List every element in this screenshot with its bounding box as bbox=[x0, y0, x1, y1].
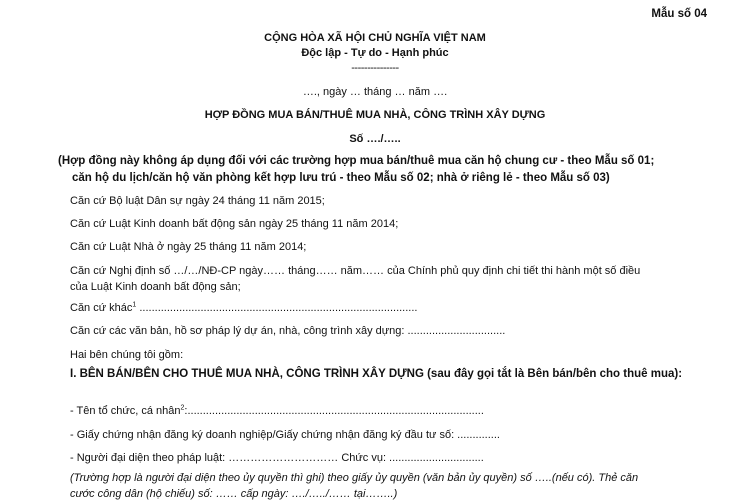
applicability-note bbox=[58, 153, 698, 187]
nation-heading: CỘNG HÒA XÃ HỘI CHỦ NGHĨA VIỆT NAM bbox=[264, 32, 486, 44]
basis-decree-line-1: Căn cứ Nghị định số …/…/NĐ-CP ngày…… tháng…… năm…… của Chính phủ quy định chi tiết thi hành một số điều bbox=[70, 265, 641, 277]
seller-business-cert: - Giấy chứng nhận đăng ký doanh nghiệp/Giấy chứng nhận đăng ký đầu tư số: .............. bbox=[70, 429, 500, 441]
note-line-1: (Hợp đồng này không áp dụng đối với các trường hợp mua bán/thuê mua căn hộ chung cư - theo Mẫu số 01; bbox=[58, 155, 655, 167]
seller-org-dots: :................................................................................................. bbox=[184, 405, 484, 417]
basis-decree bbox=[70, 263, 690, 295]
basis-real-estate-law: Căn cứ Luật Kinh doanh bất động sản ngày 25 tháng 11 năm 2014; bbox=[70, 218, 399, 230]
footnote-2-mark: 2 bbox=[180, 404, 185, 412]
parties-intro: Hai bên chúng tôi gồm: bbox=[70, 349, 184, 361]
seller-org-name bbox=[70, 405, 484, 417]
section-seller-heading: I. BÊN BÁN/BÊN CHO THUÊ MUA NHÀ, CÔNG TRÌNH XÂY DỰNG (sau đây gọi tắt là Bên bán/bên cho thuê mua): bbox=[70, 368, 683, 380]
basis-housing-law: Căn cứ Luật Nhà ở ngày 25 tháng 11 năm 2014; bbox=[70, 241, 307, 253]
authorization-note bbox=[70, 470, 710, 502]
basis-civil-code: Căn cứ Bộ luật Dân sự ngày 24 tháng 11 năm 2015; bbox=[70, 195, 325, 207]
document-title: HỢP ĐỒNG MUA BÁN/THUÊ MUA NHÀ, CÔNG TRÌNH XÂY DỰNG bbox=[204, 109, 546, 121]
date-line: …., ngày … tháng … năm …. bbox=[302, 86, 448, 98]
note-line-2: căn hộ du lịch/căn hộ văn phòng kết hợp lưu trú - theo Mẫu số 02; nhà ở riêng lẻ - theo Mẫu số 03) bbox=[72, 172, 610, 184]
basis-other-label: Căn cứ khác bbox=[70, 302, 133, 314]
seller-org-label: - Tên tổ chức, cá nhân bbox=[70, 405, 181, 417]
heading-rule: --------------- bbox=[351, 62, 399, 74]
footnote-1-mark: 1 bbox=[132, 301, 137, 309]
basis-other bbox=[70, 302, 417, 314]
basis-decree-line-2: của Luật Kinh doanh bất động sản; bbox=[70, 281, 241, 293]
basis-other-dots: ........................................................................................... bbox=[136, 302, 418, 314]
motto: Độc lập - Tự do - Hạnh phúc bbox=[301, 47, 449, 59]
form-number: Mẫu số 04 bbox=[651, 8, 707, 20]
contract-number: Số …./….. bbox=[349, 133, 401, 145]
seller-legal-rep: - Người đại diện theo pháp luật: ………………………… Chức vụ: ............................... bbox=[70, 452, 484, 464]
basis-documents: Căn cứ các văn bản, hồ sơ pháp lý dự án, nhà, công trình xây dựng: ................................ bbox=[70, 325, 506, 337]
authorization-note-line-2: cước công dân (hộ chiếu) số: …… cấp ngày: …./…../…… tại……..) bbox=[70, 488, 398, 500]
authorization-note-line-1: (Trường hợp là người đại diện theo ủy quyền thì ghi) theo giấy ủy quyền (văn bản ủy quyền) số …..(nếu có). Thẻ căn bbox=[70, 472, 639, 484]
